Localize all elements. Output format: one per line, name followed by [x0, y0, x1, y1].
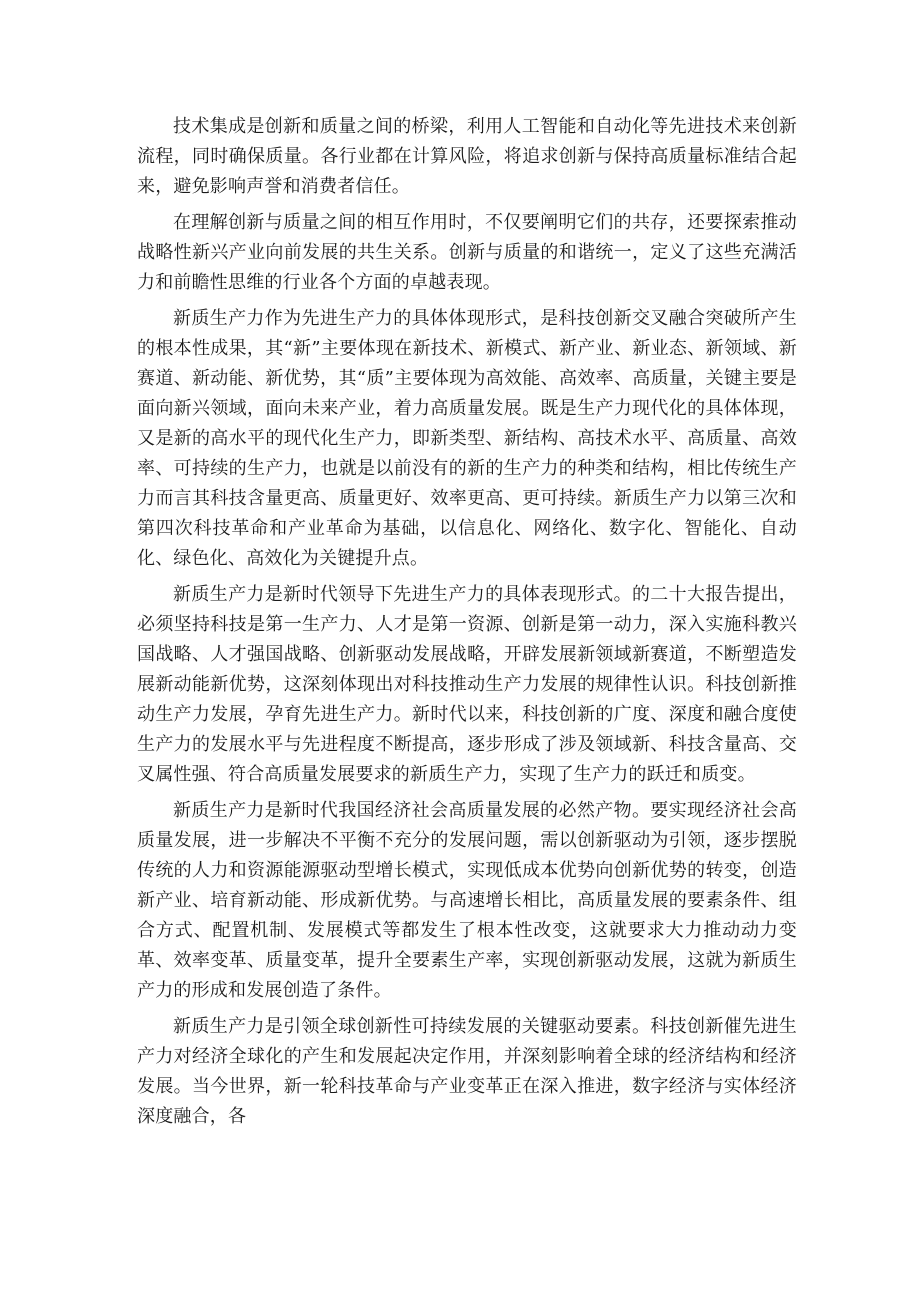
paragraph-6: 新质生产力是引领全球创新性可持续发展的关键驱动要素。科技创新催先进生产力对经济全球化的产生和发展起决定作用，并深刻影响着全球的经济结构和经济发展。当今世界，新一轮科技革命与产业变革正在深入推进，数字经济与实体经济深度融合，各 [137, 1016, 797, 1127]
paragraph-4: 新质生产力是新时代领导下先进生产力的具体表现形式。的二十大报告提出，必须坚持科技是第一生产力、人才是第一资源、创新是第一动力，深入实施科教兴国战略、人才强国战略、创新驱动发展战略，开辟发展新领域新赛道，不断塑造发展新动能新优势，这深刻体现出对科技推动生产力发展的规律性认识。科技创新推动生产力发展，孕育先进生产力。新时代以来，科技创新的广度、深度和融合度使生产力的发展水平与先进程度不断提高，逐步形成了涉及领域新、科技含量高、交叉属性强、符合高质量发展要求的新质生产力，实现了生产力的跃迁和质变。 [137, 584, 797, 785]
paragraph-2: 在理解创新与质量之间的相互作用时，不仅要阐明它们的共存，还要探索推动战略性新兴产业向前发展的共生关系。创新与质量的和谐统一，定义了这些充满活力和前瞻性思维的行业各个方面的卓越表现。 [137, 212, 797, 293]
paragraph-3: 新质生产力作为先进生产力的具体体现形式，是科技创新交叉融合突破所产生的根本性成果，其“新”主要体现在新技术、新模式、新产业、新业态、新领域、新赛道、新动能、新优势，其“质”主要体现为高效能、高效率、高质量，关键主要是面向新兴领域，面向未来产业，着力高质量发展。既是生产力现代化的具体体现，又是新的高水平的现代化生产力，即新类型、新结构、高技术水平、高质量、高效率、可持续的生产力，也就是以前没有的新的生产力的种类和结构，相比传统生产力而言其科技含量更高、质量更好、效率更高、更可持续。新质生产力以第三次和第四次科技革命和产业革命为基础，以信息化、网络化、数字化、智能化、自动化、绿色化、高效化为关键提升点。 [137, 308, 797, 569]
body-text [137, 112, 797, 1138]
paragraph-5: 新质生产力是新时代我国经济社会高质量发展的必然产物。要实现经济社会高质量发展，进一步解决不平衡不充分的发展问题，需以创新驱动为引领，逐步摆脱传统的人力和资源能源驱动型增长模式，实现低成本优势向创新优势的转变，创造新产业、培育新动能、形成新优势。与高速增长相比，高质量发展的要素条件、组合方式、配置机制、发展模式等都发生了根本性改变，这就要求大力推动动力变革、效率变革、质量变革，提升全要素生产率，实现创新驱动发展，这就为新质生产力的形成和发展创造了条件。 [137, 800, 797, 1001]
paragraph-1: 技术集成是创新和质量之间的桥梁，利用人工智能和自动化等先进技术来创新流程，同时确保质量。各行业都在计算风险，将追求创新与保持高质量标准结合起来，避免影响声誉和消费者信任。 [137, 116, 797, 197]
